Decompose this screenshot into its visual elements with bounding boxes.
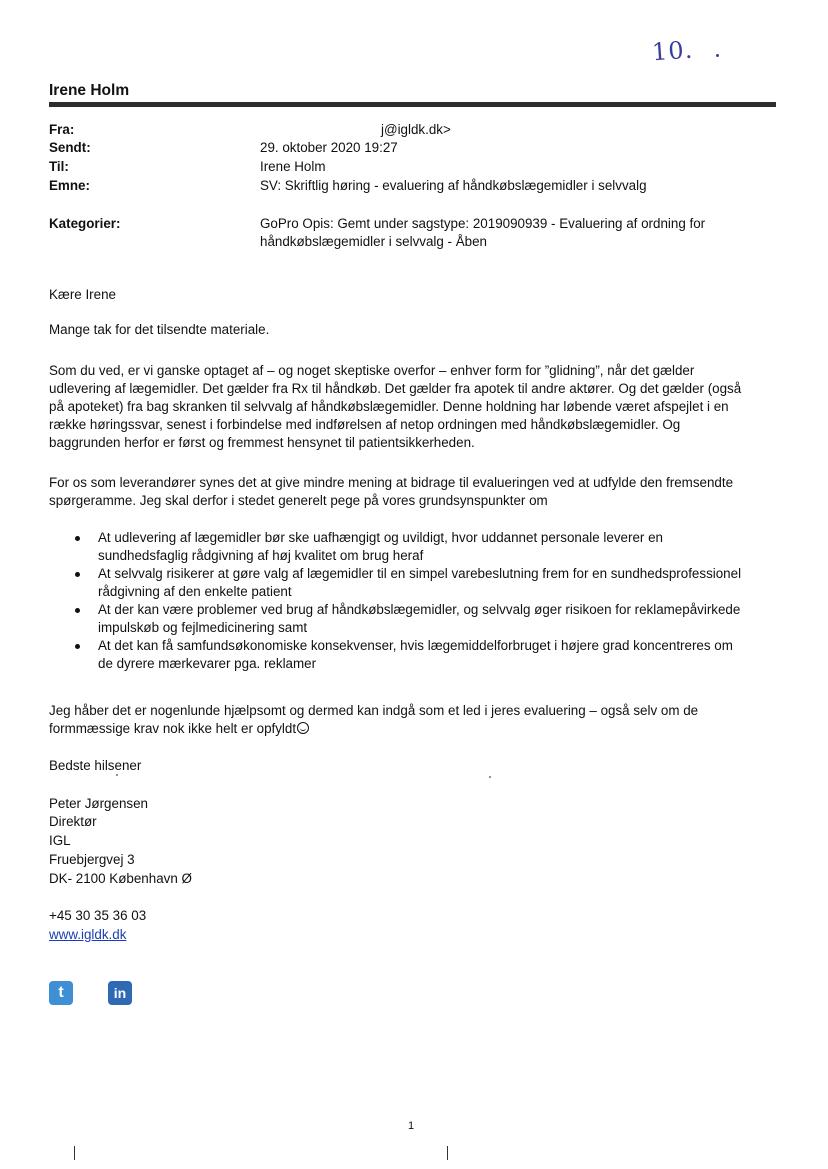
twitter-glyph: t xyxy=(58,984,64,1001)
list-item xyxy=(49,601,789,637)
scan-mark xyxy=(74,1146,75,1160)
categories-value-line1: GoPro Opis: Gemt under sagstype: 2019090939 - Evaluering af ordning for xyxy=(260,216,706,231)
thanks-line: Mange tak for det tilsendte materiale. xyxy=(49,322,270,337)
scan-mark xyxy=(447,1146,448,1160)
paragraph-1-line: række høringssvar, senest i forbindelse med indførelsen af netop ordningen med håndkøbslægemidler. Og xyxy=(49,417,681,432)
greeting: Kære Irene xyxy=(49,287,116,302)
linkedin-icon[interactable] xyxy=(108,981,132,1005)
regards: Bedste hilsener xyxy=(49,758,142,773)
handwritten-page-note: 10. xyxy=(651,35,695,67)
paragraph-2-line: For os som leverandører synes det at give mindre mening at bidrage til evalueringen ved at udfylde den fremsendte xyxy=(49,475,734,490)
signature-title: Direktør xyxy=(49,814,97,829)
sender-name: Irene Holm xyxy=(49,82,130,99)
list-item xyxy=(49,529,789,565)
paragraph-1-line: på apoteket) fra bag skranken til selvvalg af håndkøbslægemidler. Denne holdning har løbende været afspejlet i en xyxy=(49,399,729,414)
paragraph-2 xyxy=(49,474,779,510)
from-value: j@igldk.dk> xyxy=(381,122,451,137)
paragraph-1-line: udlevering af lægemidler. Det gælder fra Rx til håndkøb. Det gælder fra apotek til andre aktører. Og det gælder (også xyxy=(49,381,742,396)
twitter-icon[interactable] xyxy=(49,981,73,1005)
paragraph-1 xyxy=(49,362,779,452)
signature-street: Fruebjergvej 3 xyxy=(49,852,135,867)
to-label: Til: xyxy=(49,159,69,174)
header-divider xyxy=(49,102,776,107)
list-item-line: impulskøb og fejlmedicinering samt xyxy=(98,620,308,635)
scan-speck xyxy=(489,776,491,778)
paragraph-1-line: baggrunden herfor er først og fremmest hensynet til patientsikkerheden. xyxy=(49,435,475,450)
to-value: Irene Holm xyxy=(260,159,326,174)
list-item-line: At det kan få samfundsøkonomiske konsekvenser, hvis lægemiddelforbruget i højere grad koncentreres om xyxy=(98,638,733,653)
signature-name: Peter Jørgensen xyxy=(49,796,148,811)
list-item-line: sundhedsfaglig rådgivning af høj kvalitet om brug heraf xyxy=(98,548,424,563)
list-item xyxy=(49,565,789,601)
sent-value: 29. oktober 2020 19:27 xyxy=(260,140,398,155)
categories-label: Kategorier: xyxy=(49,216,121,231)
signature-company: IGL xyxy=(49,833,71,848)
closing-line: Jeg håber det er nogenlunde hjælpsomt og dermed kan indgå som et led i jeres evaluering – også selv om de xyxy=(49,703,699,718)
signature-city: DK- 2100 København Ø xyxy=(49,871,192,886)
list-item-line: At der kan være problemer ved brug af håndkøbslægemidler, og selvvalg øger risikoen for reklamepåvirkede xyxy=(98,602,741,617)
argument-list xyxy=(49,529,789,673)
closing-line-text: formmæssige krav nok ikke helt er opfyldt xyxy=(49,721,297,736)
paragraph-1-line: Som du ved, er vi ganske optaget af – og noget skeptiske overfor – enhver form for ”glidning”, når det gælder xyxy=(49,363,695,378)
linkedin-glyph: in xyxy=(113,985,127,1001)
subject-value: SV: Skriftlig høring - evaluering af håndkøbslægemidler i selvvalg xyxy=(260,178,647,193)
list-item-line: de dyrere mærkevarer pga. reklamer xyxy=(98,656,317,671)
list-item-line: At selvvalg risikerer at gøre valg af lægemidler til en simpel varebeslutning frem for en sundhedsprofessionel xyxy=(98,566,742,581)
subject-label: Emne: xyxy=(49,178,90,193)
list-item-line: rådgivning af den enkelte patient xyxy=(98,584,292,599)
closing-line xyxy=(49,720,779,738)
page-number: 1 xyxy=(408,1120,415,1132)
list-item xyxy=(49,637,789,673)
smiley-icon xyxy=(297,722,309,734)
closing-paragraph xyxy=(49,702,779,738)
scan-speck xyxy=(116,774,118,776)
sent-label: Sendt: xyxy=(49,140,91,155)
website-link[interactable]: www.igldk.dk xyxy=(49,927,127,942)
list-item-line: At udlevering af lægemidler bør ske uafhængigt og uvildigt, hvor uddannet personale leverer en xyxy=(98,530,663,545)
categories-value-line2: håndkøbslægemidler i selvvalg - Åben xyxy=(260,234,488,249)
signature-phone: +45 30 35 36 03 xyxy=(49,908,147,923)
handwritten-dot xyxy=(716,54,719,57)
from-label: Fra: xyxy=(49,122,75,137)
paragraph-2-line: spørgeramme. Jeg skal derfor i stedet generelt pege på vores grundsynspunkter om xyxy=(49,493,548,508)
